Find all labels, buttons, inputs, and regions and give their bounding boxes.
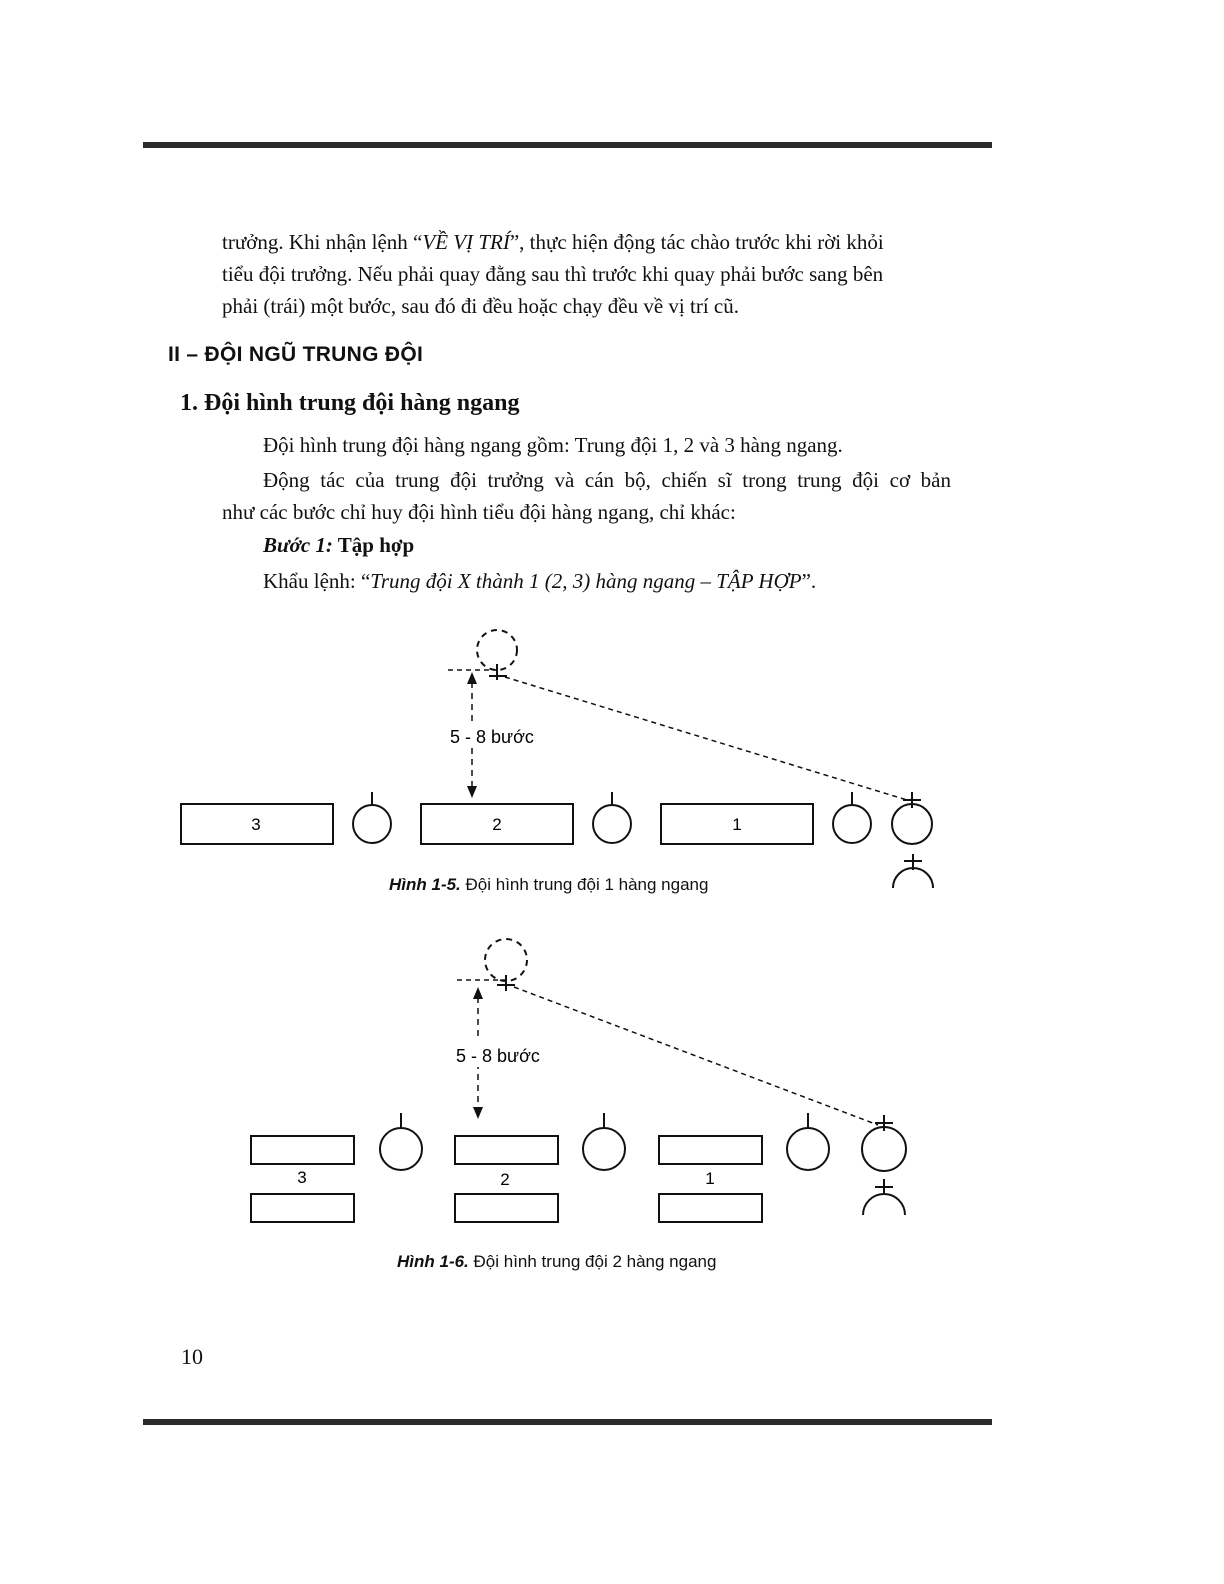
arrow-head-down-icon (473, 1107, 483, 1119)
deputy-platoon-leader-symbol (892, 804, 932, 844)
squad-3-row-1 (251, 1136, 354, 1164)
squad-label-3: 3 (251, 815, 261, 834)
arrow-head-up-icon (473, 987, 483, 999)
squad-3-row-2 (251, 1194, 354, 1222)
squad-leader-symbol-3 (380, 1128, 422, 1170)
guide-dashed-line (505, 677, 907, 800)
platoon-leader-symbol (893, 868, 933, 888)
squad-1-row-1 (659, 1136, 762, 1164)
step-title: Tập hợp (332, 533, 415, 557)
figure-1-5-caption (389, 875, 708, 895)
squad-2-row-2 (455, 1194, 558, 1222)
footer-rule (143, 1419, 992, 1425)
squad-label-2: 2 (492, 815, 502, 834)
intro-line-1-end: ”, thực hiện động tác chào trước khi rời khỏi (509, 230, 884, 254)
squad-leader-symbol-1 (833, 805, 871, 843)
figure-1-6-caption (397, 1252, 716, 1272)
squad-leader-symbol-1 (787, 1128, 829, 1170)
intro-line-2: tiểu đội trưởng. Nếu phải quay đằng sau thì trước khi quay phải bước sang bên (222, 262, 884, 286)
step-heading (263, 533, 414, 558)
squad-label-1: 1 (705, 1169, 715, 1188)
figure-1-5-diagram (0, 620, 1224, 900)
squad-label-3: 3 (297, 1168, 307, 1187)
platoon-leader-symbol (863, 1194, 905, 1215)
page-number: 10 (181, 1344, 203, 1369)
paragraph-2-line-2: như các bước chỉ huy đội hình tiểu đội hàng ngang, chỉ khác: (222, 500, 736, 524)
figure-1-6-caption-label: Hình 1-6. (397, 1252, 469, 1271)
squad-1-row-2 (659, 1194, 762, 1222)
intro-line-1-start: trưởng. Khi nhận lệnh “ (222, 230, 423, 254)
command-prefix: Khẩu lệnh: “ (263, 569, 371, 593)
paragraph-1: Đội hình trung đội hàng ngang gồm: Trung đội 1, 2 và 3 hàng ngang. (263, 433, 843, 457)
subsection-heading: 1. Đội hình trung đội hàng ngang (180, 390, 520, 416)
squad-leader-symbol-3 (353, 805, 391, 843)
figure-1-6-caption-text: Đội hình trung đội 2 hàng ngang (468, 1252, 717, 1271)
figure-1-5-caption-text: Đội hình trung đội 1 hàng ngang (460, 875, 709, 894)
intro-command-emphasis: VỀ VỊ TRÍ (422, 230, 510, 254)
header-rule (143, 142, 992, 148)
squad-label-2: 2 (500, 1170, 510, 1189)
squad-label-1: 1 (732, 815, 742, 834)
step-label: Bước 1: (263, 533, 333, 557)
intro-paragraph (222, 226, 952, 322)
arrow-head-down-icon (467, 786, 477, 798)
squad-leader-symbol-2 (593, 805, 631, 843)
paragraph-2-line-1: Động tác của trung đội trưởng và cán bộ, chiến sĩ trong trung đội cơ bản (263, 468, 951, 492)
figure-1-6-diagram (0, 925, 1224, 1245)
squad-2-row-1 (455, 1136, 558, 1164)
section-heading: II – ĐỘI NGŨ TRUNG ĐỘI (168, 343, 424, 366)
arrow-head-up-icon (467, 672, 477, 684)
command-text: Trung đội X thành 1 (2, 3) hàng ngang – TẬP HỢP (370, 569, 802, 593)
distance-label: 5 - 8 bước (450, 727, 534, 747)
intro-line-3: phải (trái) một bước, sau đó đi đều hoặc chạy đều về vị trí cũ. (222, 294, 739, 318)
command-line (263, 569, 816, 594)
command-suffix: ”. (801, 569, 817, 593)
deputy-platoon-leader-symbol (862, 1127, 906, 1171)
squad-leader-symbol-2 (583, 1128, 625, 1170)
commander-dashed-circle (485, 939, 527, 981)
distance-label: 5 - 8 bước (456, 1046, 540, 1066)
guide-dashed-line (514, 987, 878, 1125)
figure-1-5-caption-label: Hình 1-5. (389, 875, 461, 894)
